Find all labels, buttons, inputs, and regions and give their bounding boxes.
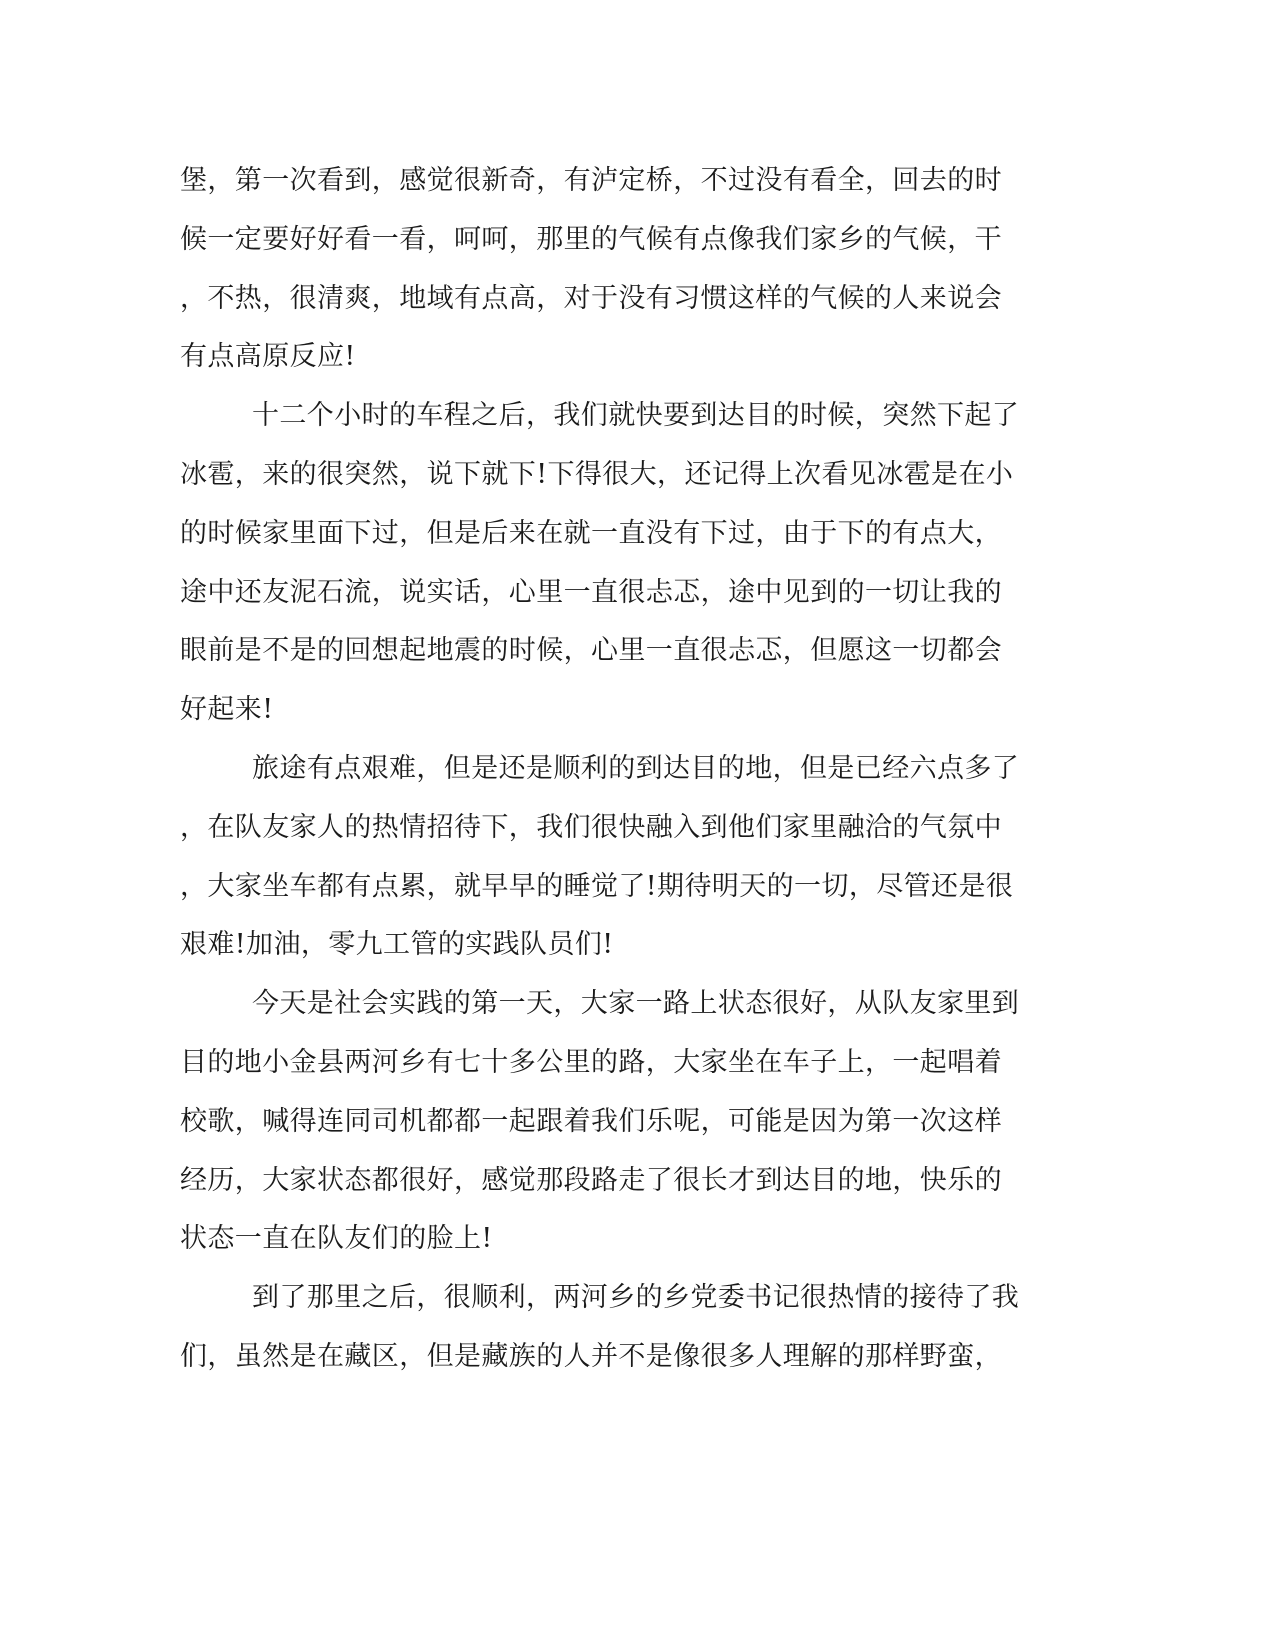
text-line: ，不热，很清爽，地域有点高，对于没有习惯这样的气候的人来说会 — [180, 282, 1002, 314]
text-line: ，大家坐车都有点累，就早早的睡觉了!期待明天的一切，尽管还是很 — [180, 870, 1014, 902]
text-line: 好起来! — [180, 694, 274, 726]
text-line: 状态一直在队友们的脸上! — [180, 1223, 493, 1255]
text-line: 的时候家里面下过，但是后来在就一直没有下过，由于下的有点大， — [180, 517, 1002, 549]
document-body — [180, 152, 1040, 1387]
paragraph-first-line: 旅途有点艰难，但是还是顺利的到达目的地，但是已经六点多了 — [252, 752, 1020, 784]
text-line: 艰难!加油，零九工管的实践队员们! — [180, 929, 614, 961]
text-line: 途中还友泥石流，说实话，心里一直很忐忑，途中见到的一切让我的 — [180, 576, 1002, 608]
text-line: 目的地小金县两河乡有七十多公里的路，大家坐在车子上，一起唱着 — [180, 1046, 1002, 1078]
text-line: 经历，大家状态都很好，感觉那段路走了很长才到达目的地，快乐的 — [180, 1164, 1002, 1196]
paragraph-first-line: 十二个小时的车程之后，我们就快要到达目的时候，突然下起了 — [252, 400, 1020, 432]
paragraph-first-line: 到了那里之后，很顺利，两河乡的乡党委书记很热情的接待了我 — [252, 1282, 1020, 1314]
text-line: ，在队友家人的热情招待下，我们很快融入到他们家里融洽的气氛中 — [180, 811, 1002, 843]
text-line: 候一定要好好看一看，呵呵，那里的气候有点像我们家乡的气候，干 — [180, 223, 1002, 255]
paragraph-first-line: 今天是社会实践的第一天，大家一路上状态很好，从队友家里到 — [252, 988, 1020, 1020]
text-line: 冰雹，来的很突然，说下就下!下得很大，还记得上次看见冰雹是在小 — [180, 458, 1014, 490]
text-line: 堡，第一次看到，感觉很新奇，有泸定桥，不过没有看全，回去的时 — [180, 165, 1002, 196]
text-line: 校歌，喊得连同司机都都一起跟着我们乐呢，可能是因为第一次这样 — [180, 1105, 1002, 1137]
text-line: 眼前是不是的回想起地震的时候，心里一直很忐忑，但愿这一切都会 — [180, 635, 1002, 667]
text-line: 有点高原反应! — [180, 341, 356, 373]
text-line: 们，虽然是在藏区，但是藏族的人并不是像很多人理解的那样野蛮， — [180, 1340, 1002, 1372]
